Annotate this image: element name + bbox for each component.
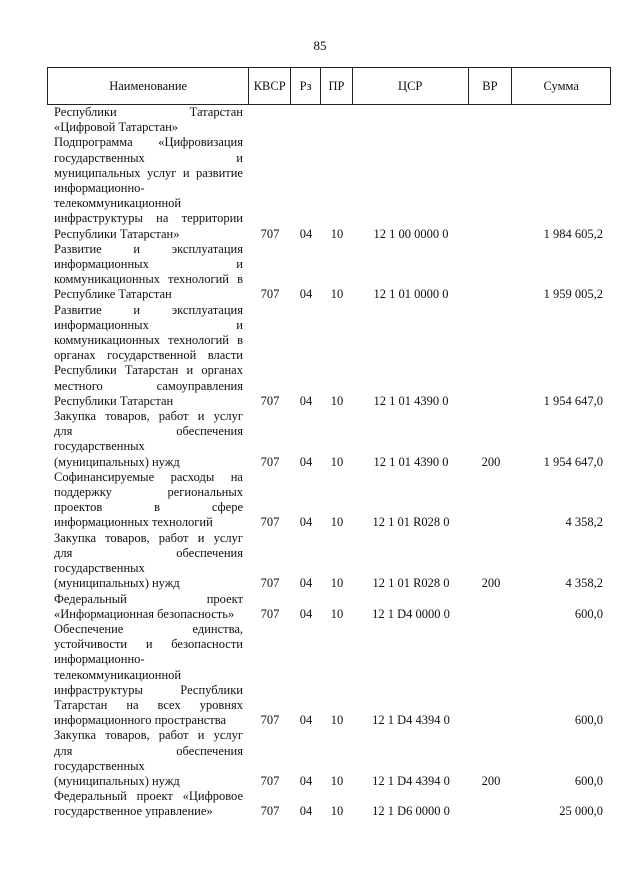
cell-rz: 04 [299, 226, 313, 241]
name-line: устойчивости и безопасности [54, 637, 243, 652]
name-line: Республики Татарстан и органах [54, 363, 243, 378]
name-line: (муниципальных) нужд [54, 454, 180, 469]
cell-sum: 4 358,2 [565, 515, 603, 530]
cell-pr: 10 [330, 773, 344, 788]
cell-csr: 12 1 D4 4394 0 [372, 773, 450, 788]
name-line: Развитие и эксплуатация [54, 241, 243, 256]
header-sum: Сумма [543, 78, 579, 93]
cell-kvsr: 707 [260, 393, 280, 408]
cell-rz: 04 [299, 287, 313, 302]
name-line: поддержку региональных [54, 485, 243, 500]
name-line: Республике Татарстан [54, 287, 172, 302]
table-row [47, 592, 611, 622]
name-line: коммуникационных технологий в [54, 333, 243, 348]
name-line: государственных [54, 439, 145, 454]
name-line: Софинансируемые расходы на [54, 469, 243, 484]
cell-kvsr: 707 [260, 606, 280, 621]
cell-name [47, 303, 249, 409]
cell-rz: 04 [299, 393, 313, 408]
table-row [47, 242, 611, 303]
cell-sum: 4 358,2 [565, 576, 603, 591]
cell-pr: 10 [330, 606, 344, 621]
name-line: инфраструктуры Республики [54, 682, 243, 697]
name-line: проектов в сфере [54, 500, 243, 515]
cell-sum: 1 954 647,0 [543, 454, 603, 469]
cell-vr: 200 [481, 454, 501, 469]
cell-name [47, 789, 249, 819]
page-number: 85 [313, 38, 327, 53]
cell-kvsr: 707 [260, 713, 280, 728]
cell-vr: 200 [481, 773, 501, 788]
name-line: Обеспечение единства, [54, 621, 243, 636]
table-row [47, 789, 611, 819]
name-line: Подпрограмма «Цифровизация [54, 135, 243, 150]
cell-kvsr: 707 [260, 773, 280, 788]
table-header [47, 67, 611, 105]
name-line: для обеспечения [54, 424, 243, 439]
cell-name [47, 105, 249, 135]
cell-rz: 04 [299, 515, 313, 530]
cell-pr: 10 [330, 287, 344, 302]
name-line: государственных [54, 758, 145, 773]
name-line: Татарстан на всех уровнях [54, 697, 243, 712]
name-line: телекоммуникационной [54, 196, 182, 211]
cell-rz: 04 [299, 804, 313, 819]
cell-csr: 12 1 01 0000 0 [373, 287, 449, 302]
cell-csr: 12 1 01 R028 0 [372, 515, 450, 530]
cell-rz: 04 [299, 454, 313, 469]
cell-name [47, 592, 249, 622]
cell-rz: 04 [299, 713, 313, 728]
cell-pr: 10 [330, 804, 344, 819]
cell-sum: 600,0 [574, 773, 603, 788]
name-line: «Цифровой Татарстан» [54, 120, 179, 135]
cell-kvsr: 707 [260, 454, 280, 469]
table-row [47, 303, 611, 409]
cell-kvsr: 707 [260, 287, 280, 302]
cell-vr: 200 [481, 576, 501, 591]
name-line: для обеспечения [54, 743, 243, 758]
header-csr: ЦСР [353, 68, 469, 104]
name-line: Закупка товаров, работ и услуг [54, 530, 243, 545]
cell-csr: 12 1 01 4390 0 [373, 454, 449, 469]
cell-csr: 12 1 D6 0000 0 [372, 804, 450, 819]
cell-kvsr: 707 [260, 576, 280, 591]
table-row [47, 728, 611, 789]
header-kvsr: КВСР [249, 68, 291, 104]
cell-name [47, 409, 249, 470]
name-line: Республики Татарстан» [54, 226, 180, 241]
name-line: Закупка товаров, работ и услуг [54, 728, 243, 743]
table-row [47, 409, 611, 470]
header-name: Наименование [48, 68, 249, 104]
name-line: Федеральный проект «Цифровое [54, 789, 243, 804]
cell-csr: 12 1 00 0000 0 [373, 226, 449, 241]
cell-name [47, 728, 249, 789]
name-line: государственных [54, 561, 145, 576]
cell-rz: 04 [299, 576, 313, 591]
name-line: (муниципальных) нужд [54, 576, 180, 591]
cell-rz: 04 [299, 606, 313, 621]
cell-kvsr: 707 [260, 515, 280, 530]
name-line: информационно- [54, 181, 145, 196]
cell-sum: 1 954 647,0 [543, 393, 603, 408]
name-line: телекоммуникационной [54, 667, 182, 682]
name-line: государственных и [54, 150, 243, 165]
cell-sum: 600,0 [574, 713, 603, 728]
table-row [47, 622, 611, 728]
name-line: органах государственной власти [54, 348, 243, 363]
cell-name [47, 242, 249, 303]
cell-csr: 12 1 01 R028 0 [372, 576, 450, 591]
cell-sum: 1 959 005,2 [543, 287, 603, 302]
cell-pr: 10 [330, 515, 344, 530]
cell-name [47, 622, 249, 728]
table-row [47, 135, 611, 241]
name-line: информационных и [54, 317, 243, 332]
name-line: коммуникационных технологий в [54, 272, 243, 287]
cell-csr: 12 1 01 4390 0 [373, 393, 449, 408]
name-line: Республики Татарстан [54, 105, 243, 119]
name-line: Развитие и эксплуатация [54, 302, 243, 317]
name-line: информационного пространства [54, 713, 227, 728]
name-line: Республики Татарстан [54, 393, 174, 408]
name-line: Федеральный проект [54, 591, 243, 606]
cell-pr: 10 [330, 576, 344, 591]
table-body [47, 105, 611, 820]
cell-name [47, 135, 249, 241]
cell-kvsr: 707 [260, 804, 280, 819]
cell-name [47, 531, 249, 592]
name-line: информационных технологий [54, 515, 213, 530]
cell-sum: 600,0 [574, 606, 603, 621]
name-line: информационных и [54, 257, 243, 272]
cell-pr: 10 [330, 713, 344, 728]
name-line: государственное управление» [54, 804, 213, 819]
cell-kvsr: 707 [260, 226, 280, 241]
cell-csr: 12 1 D4 4394 0 [372, 713, 450, 728]
name-line: «Информационная безопасность» [54, 606, 235, 621]
table-row [47, 470, 611, 531]
cell-rz: 04 [299, 773, 313, 788]
cell-pr: 10 [330, 454, 344, 469]
name-line: для обеспечения [54, 545, 243, 560]
table-row [47, 105, 611, 135]
cell-name [47, 470, 249, 531]
name-line: (муниципальных) нужд [54, 773, 180, 788]
cell-sum: 1 984 605,2 [543, 226, 603, 241]
cell-pr: 10 [330, 226, 344, 241]
cell-pr: 10 [330, 393, 344, 408]
header-vr: ВР [469, 68, 513, 104]
name-line: информационно- [54, 652, 145, 667]
name-line: Закупка товаров, работ и услуг [54, 409, 243, 424]
cell-sum: 25 000,0 [559, 804, 603, 819]
name-line: муниципальных услуг и развитие [54, 165, 243, 180]
name-line: инфраструктуры на территории [54, 211, 243, 226]
budget-table [47, 67, 611, 820]
header-rz: Рз [291, 68, 321, 104]
table-row [47, 531, 611, 592]
header-pr: ПР [321, 68, 353, 104]
cell-csr: 12 1 D4 0000 0 [372, 606, 450, 621]
name-line: местного самоуправления [54, 378, 243, 393]
